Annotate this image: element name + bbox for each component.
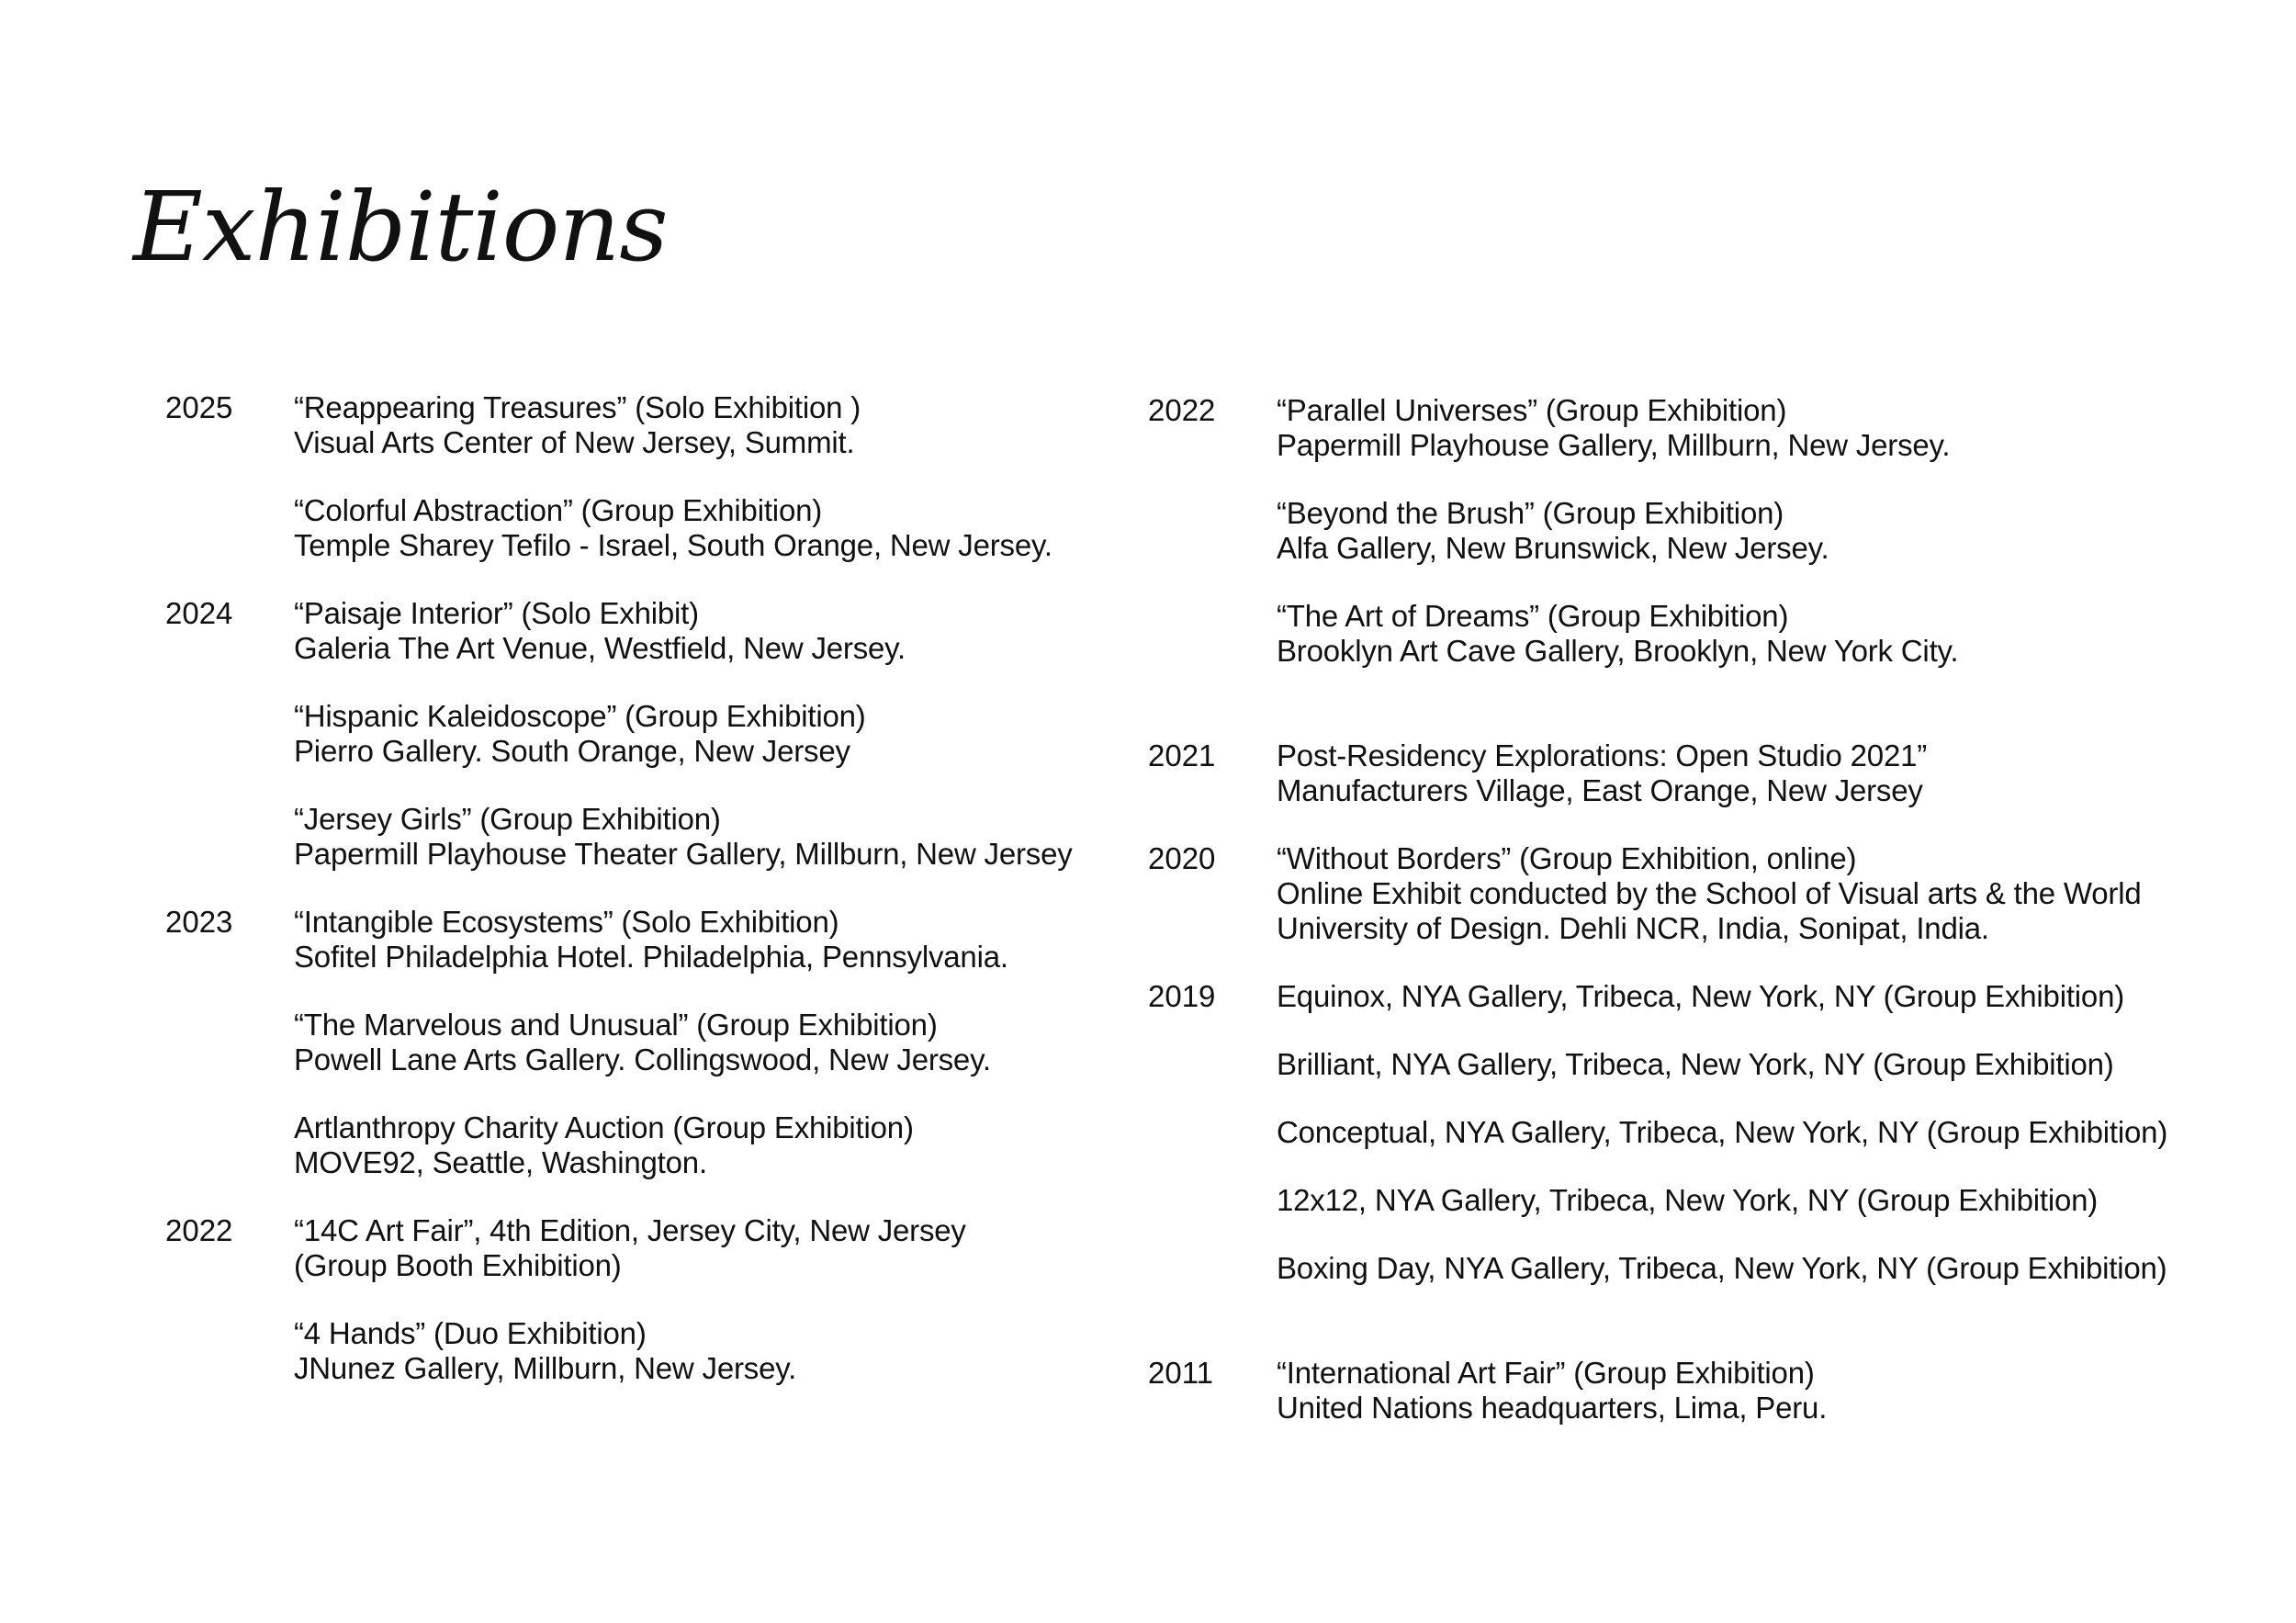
exhibition-entry bbox=[1277, 1115, 2213, 1150]
exhibition-title: “Hispanic Kaleidoscope” (Group Exhibition) bbox=[294, 699, 866, 733]
exhibition-entry bbox=[1277, 1183, 2213, 1218]
exhibition-title: “Jersey Girls” (Group Exhibition) bbox=[294, 802, 721, 836]
year-group bbox=[165, 596, 1139, 905]
exhibition-list bbox=[1277, 979, 2213, 1319]
exhibition-list bbox=[294, 596, 1139, 905]
exhibition-detail: Visual Arts Center of New Jersey, Summit. bbox=[294, 425, 855, 459]
exhibition-entry bbox=[294, 493, 1139, 563]
exhibition-list bbox=[1277, 841, 2213, 979]
exhibition-title: “14C Art Fair”, 4th Edition, Jersey City, New Jersey bbox=[294, 1213, 966, 1247]
exhibition-title: “The Art of Dreams” (Group Exhibition) bbox=[1277, 599, 1789, 633]
exhibition-entry bbox=[1277, 599, 2213, 669]
year-group bbox=[1148, 979, 2213, 1319]
year-label: 2025 bbox=[165, 390, 233, 424]
exhibition-detail: Galeria The Art Venue, Westfield, New Jersey. bbox=[294, 631, 906, 665]
exhibition-title: “The Marvelous and Unusual” (Group Exhibition) bbox=[294, 1008, 938, 1042]
exhibition-detail: Online Exhibit conducted by the School of Visual arts & the World bbox=[1277, 876, 2142, 910]
exhibition-entry bbox=[1277, 393, 2213, 463]
year-label: 2021 bbox=[1148, 738, 1216, 772]
exhibition-detail: Papermill Playhouse Gallery, Millburn, New Jersey. bbox=[1277, 428, 1951, 462]
year-label: 2020 bbox=[1148, 841, 1216, 875]
exhibition-detail: Manufacturers Village, East Orange, New Jersey bbox=[1277, 773, 1923, 807]
exhibition-title: Equinox, NYA Gallery, Tribeca, New York, NY (Group Exhibition) bbox=[1277, 979, 2125, 1013]
exhibition-entry bbox=[1277, 1356, 2213, 1426]
year-group bbox=[1148, 1356, 2213, 1459]
exhibition-entry bbox=[294, 1213, 1139, 1283]
exhibition-detail: Brooklyn Art Cave Gallery, Brooklyn, New York City. bbox=[1277, 634, 1959, 668]
year-group bbox=[165, 390, 1139, 596]
exhibition-title: 12x12, NYA Gallery, Tribeca, New York, NY (Group Exhibition) bbox=[1277, 1183, 2099, 1217]
exhibition-detail: United Nations headquarters, Lima, Peru. bbox=[1277, 1391, 1828, 1425]
exhibition-entry bbox=[1277, 841, 2213, 946]
exhibition-detail: MOVE92, Seattle, Washington. bbox=[294, 1145, 707, 1179]
exhibition-detail: Alfa Gallery, New Brunswick, New Jersey. bbox=[1277, 531, 1829, 565]
exhibition-list bbox=[294, 905, 1139, 1213]
year-label: 2024 bbox=[165, 596, 233, 630]
exhibition-entry bbox=[294, 1008, 1139, 1077]
year-label: 2022 bbox=[1148, 393, 1216, 427]
year-label: 2019 bbox=[1148, 979, 1216, 1013]
exhibition-title: “Paisaje Interior” (Solo Exhibit) bbox=[294, 596, 699, 630]
exhibition-title: Artlanthropy Charity Auction (Group Exhibition) bbox=[294, 1110, 914, 1144]
exhibition-list bbox=[1277, 393, 2213, 702]
exhibition-title: Boxing Day, NYA Gallery, Tribeca, New York, NY (Group Exhibition) bbox=[1277, 1251, 2167, 1285]
exhibition-title: “Colorful Abstraction” (Group Exhibition) bbox=[294, 493, 823, 527]
exhibition-title: “4 Hands” (Duo Exhibition) bbox=[294, 1316, 647, 1350]
exhibition-title: “Intangible Ecosystems” (Solo Exhibition) bbox=[294, 905, 839, 939]
exhibition-title: “Without Borders” (Group Exhibition, online) bbox=[1277, 841, 1857, 875]
exhibition-entry bbox=[294, 802, 1139, 872]
exhibition-entry bbox=[294, 390, 1139, 460]
exhibition-entry bbox=[294, 699, 1139, 769]
exhibition-title: “Reappearing Treasures” (Solo Exhibition ) bbox=[294, 390, 861, 424]
exhibition-entry bbox=[294, 1110, 1139, 1180]
right-column bbox=[1148, 393, 2213, 1459]
exhibition-detail: Sofitel Philadelphia Hotel. Philadelphia, Pennsylvania. bbox=[294, 940, 1008, 974]
year-label: 2022 bbox=[165, 1213, 233, 1247]
exhibition-entry bbox=[294, 596, 1139, 666]
exhibition-list bbox=[1277, 738, 2213, 841]
exhibition-title: “Parallel Universes” (Group Exhibition) bbox=[1277, 393, 1787, 427]
year-label: 2011 bbox=[1148, 1356, 1213, 1390]
year-group bbox=[165, 1213, 1139, 1419]
exhibition-detail: University of Design. Dehli NCR, India, Sonipat, India. bbox=[1277, 911, 1989, 945]
exhibition-entry bbox=[294, 1316, 1139, 1386]
exhibition-detail: Powell Lane Arts Gallery. Collingswood, New Jersey. bbox=[294, 1043, 991, 1076]
exhibition-detail: Papermill Playhouse Theater Gallery, Millburn, New Jersey bbox=[294, 837, 1073, 871]
year-group bbox=[1148, 841, 2213, 979]
exhibition-detail: Temple Sharey Tefilo - Israel, South Orange, New Jersey. bbox=[294, 528, 1052, 562]
exhibition-list bbox=[1277, 1356, 2213, 1459]
exhibition-title: Conceptual, NYA Gallery, Tribeca, New York, NY (Group Exhibition) bbox=[1277, 1115, 2168, 1149]
exhibition-detail: (Group Booth Exhibition) bbox=[294, 1248, 622, 1282]
exhibition-entry bbox=[1277, 738, 2213, 808]
exhibition-title: “International Art Fair” (Group Exhibition) bbox=[1277, 1356, 1815, 1390]
exhibition-list bbox=[294, 1213, 1139, 1419]
exhibition-title: Brilliant, NYA Gallery, Tribeca, New York, NY (Group Exhibition) bbox=[1277, 1047, 2114, 1081]
exhibition-title: Post-Residency Explorations: Open Studio 2021” bbox=[1277, 738, 1928, 772]
exhibition-entry bbox=[1277, 1251, 2213, 1286]
exhibition-entry bbox=[1277, 496, 2213, 566]
exhibition-entry bbox=[1277, 979, 2213, 1014]
year-label: 2023 bbox=[165, 905, 233, 939]
page-title: Exhibitions bbox=[133, 171, 668, 283]
exhibition-entry bbox=[1277, 1047, 2213, 1082]
exhibition-list bbox=[294, 390, 1139, 596]
exhibition-detail: Pierro Gallery. South Orange, New Jersey bbox=[294, 734, 850, 768]
year-group bbox=[165, 905, 1139, 1213]
exhibition-entry bbox=[294, 905, 1139, 975]
left-column bbox=[165, 390, 1139, 1419]
year-group bbox=[1148, 393, 2213, 702]
year-group bbox=[1148, 738, 2213, 841]
exhibition-title: “Beyond the Brush” (Group Exhibition) bbox=[1277, 496, 1784, 530]
exhibition-detail: JNunez Gallery, Millburn, New Jersey. bbox=[294, 1351, 797, 1385]
